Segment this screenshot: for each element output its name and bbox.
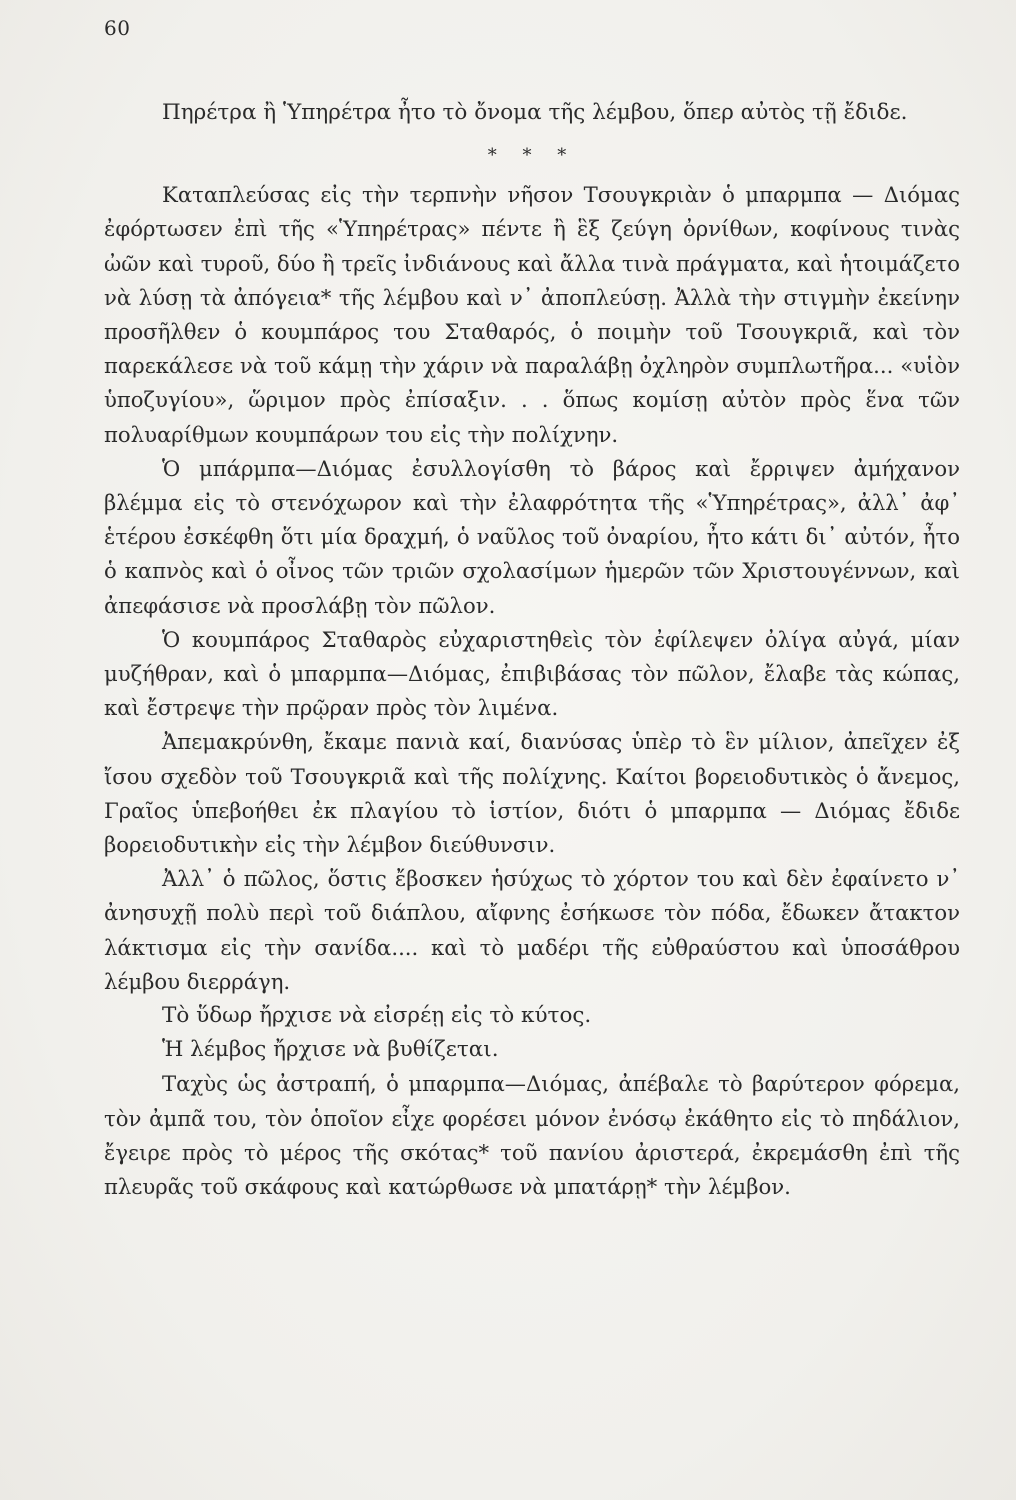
paragraph: Ἡ λέμβος ἤρχισε νὰ βυθίζεται.: [162, 1037, 499, 1063]
paragraph: Ἀπεμακρύνθη, ἔκαμε πανιὰ καί, διανύσας ὑπὲρ τὸ ἓν μίλιον, ἀπεῖχεν ἐξ ἴσου σχεδὸν τοῦ Τσουγκριᾶ καὶ τῆς πολίχνης. Καίτοι βορειοδυτικὸς ὁ ἄνεμος, Γραῖος ὑπεβοήθει ἐκ πλαγίου τὸ ἱστίον, διότι ὁ μπαρμπα — Διόμας ἔδιδε βορειοδυτικὴν εἰς τὴν λέμβον διεύθυνσιν.: [104, 729, 960, 858]
paragraph: Καταπλεύσας εἰς τὴν τερπνὴν νῆσον Τσουγκριὰν ὁ μπαρμπα — Διόμας ἐφόρτωσεν ἐπὶ τῆς «Ὑπηρέτρας» πέντε ἢ ἓξ ζεύγη ὀρνίθων, κοφίνους τινὰς ὠῶν καὶ τυροῦ, δύο ἢ τρεῖς ἰνδιάνους καὶ ἄλλα τινὰ πράγματα, καὶ ἡτοιμάζετο νὰ λύσῃ τὰ ἀπόγεια* τῆς λέμβου καὶ ν᾽ ἀποπλεύσῃ. Ἀλλὰ τὴν στιγμὴν ἐκείνην προσῆλθεν ὁ κουμπάρος του Σταθαρός, ὁ ποιμὴν τοῦ Τσουγκριᾶ, καὶ τὸν παρεκάλεσε νὰ τοῦ κάμῃ τὴν χάριν νὰ παραλάβῃ ὀχληρὸν συμπλωτῆρα... «υἱὸν ὑποζυγίου», ὥριμον πρὸς ἐπίσαξιν. . . ὅπως κομίσῃ αὐτὸν πρὸς ἕνα τῶν πολυαρίθμων κουμπάρων του εἰς τὴν πολίχνην.: [104, 182, 960, 447]
section-separator: * * *: [487, 145, 577, 167]
paragraph: Ταχὺς ὡς ἀστραπή, ὁ μπαρμπα—Διόμας, ἀπέβαλε τὸ βαρύτερον φόρεμα, τὸν ἀμπᾶ του, τὸν ὁποῖον εἶχε φορέσει μόνον ἐνόσῳ ἐκάθητο εἰς τὸ πηδάλιον, ἔγειρε πρὸς τὸ μέρος τῆς σκότας* τοῦ πανίου ἀριστερά, ἐκρεμάσθη ἐπὶ τῆς πλευρᾶς τοῦ σκάφους καὶ κατώρθωσε νὰ μπατάρῃ* τὴν λέμβον.: [104, 1071, 960, 1200]
paragraph: Ὁ κουμπάρος Σταθαρὸς εὐχαριστηθεὶς τὸν ἐφίλεψεν ὀλίγα αὐγά, μίαν μυζήθραν, καὶ ὁ μπαρμπα—Διόμας, ἐπιβιβάσας τὸν πῶλον, ἔλαβε τὰς κώπας, καὶ ἔστρεψε τὴν πρῷραν πρὸς τὸν λιμένα.: [104, 626, 960, 721]
paragraph: Τὸ ὕδωρ ἤρχισε νὰ εἰσρέῃ εἰς τὸ κύτος.: [162, 1003, 592, 1029]
page-number: 60: [104, 16, 131, 40]
paragraph: Ὁ μπάρμπα—Διόμας ἐσυλλογίσθη τὸ βάρος καὶ ἔρριψεν ἀμήχανον βλέμμα εἰς τὸ στενόχωρον καὶ τὴν ἐλαφρότητα τῆς «Ὑπηρέτρας», ἀλλ᾽ ἀφ᾽ ἑτέρου ἐσκέφθη ὅτι μία δραχμή, ὁ ναῦλος τοῦ ὀναρίου, ἦτο κάτι δι᾽ αὐτόν, ἦτο ὁ καπνὸς καὶ ὁ οἶνος τῶν τριῶν σχολασίμων ἡμερῶν τῶν Χριστουγέννων, καὶ ἀπεφάσισε νὰ προσλάβῃ τὸν πῶλον.: [104, 455, 960, 618]
paragraph: Πηρέτρα ἢ Ὑπηρέτρα ἦτο τὸ ὄνομα τῆς λέμβου, ὅπερ αὐτὸς τῇ ἔδιδε.: [162, 100, 908, 125]
body-text: [104, 96, 960, 1204]
paragraph: Ἀλλ᾽ ὁ πῶλος, ὅστις ἔβοσκεν ἡσύχως τὸ χόρτον του καὶ δὲν ἐφαίνετο ν᾽ ἀνησυχῇ πολὺ περὶ τοῦ διάπλου, αἴφνης ἐσήκωσε τὸν πόδα, ἔδωκεν ἄτακτον λάκτισμα εἰς τὴν σανίδα.... καὶ τὸ μαδέρι τῆς εὐθραύστου καὶ ὑποσάθρου λέμβου διερράγη.: [104, 866, 960, 994]
